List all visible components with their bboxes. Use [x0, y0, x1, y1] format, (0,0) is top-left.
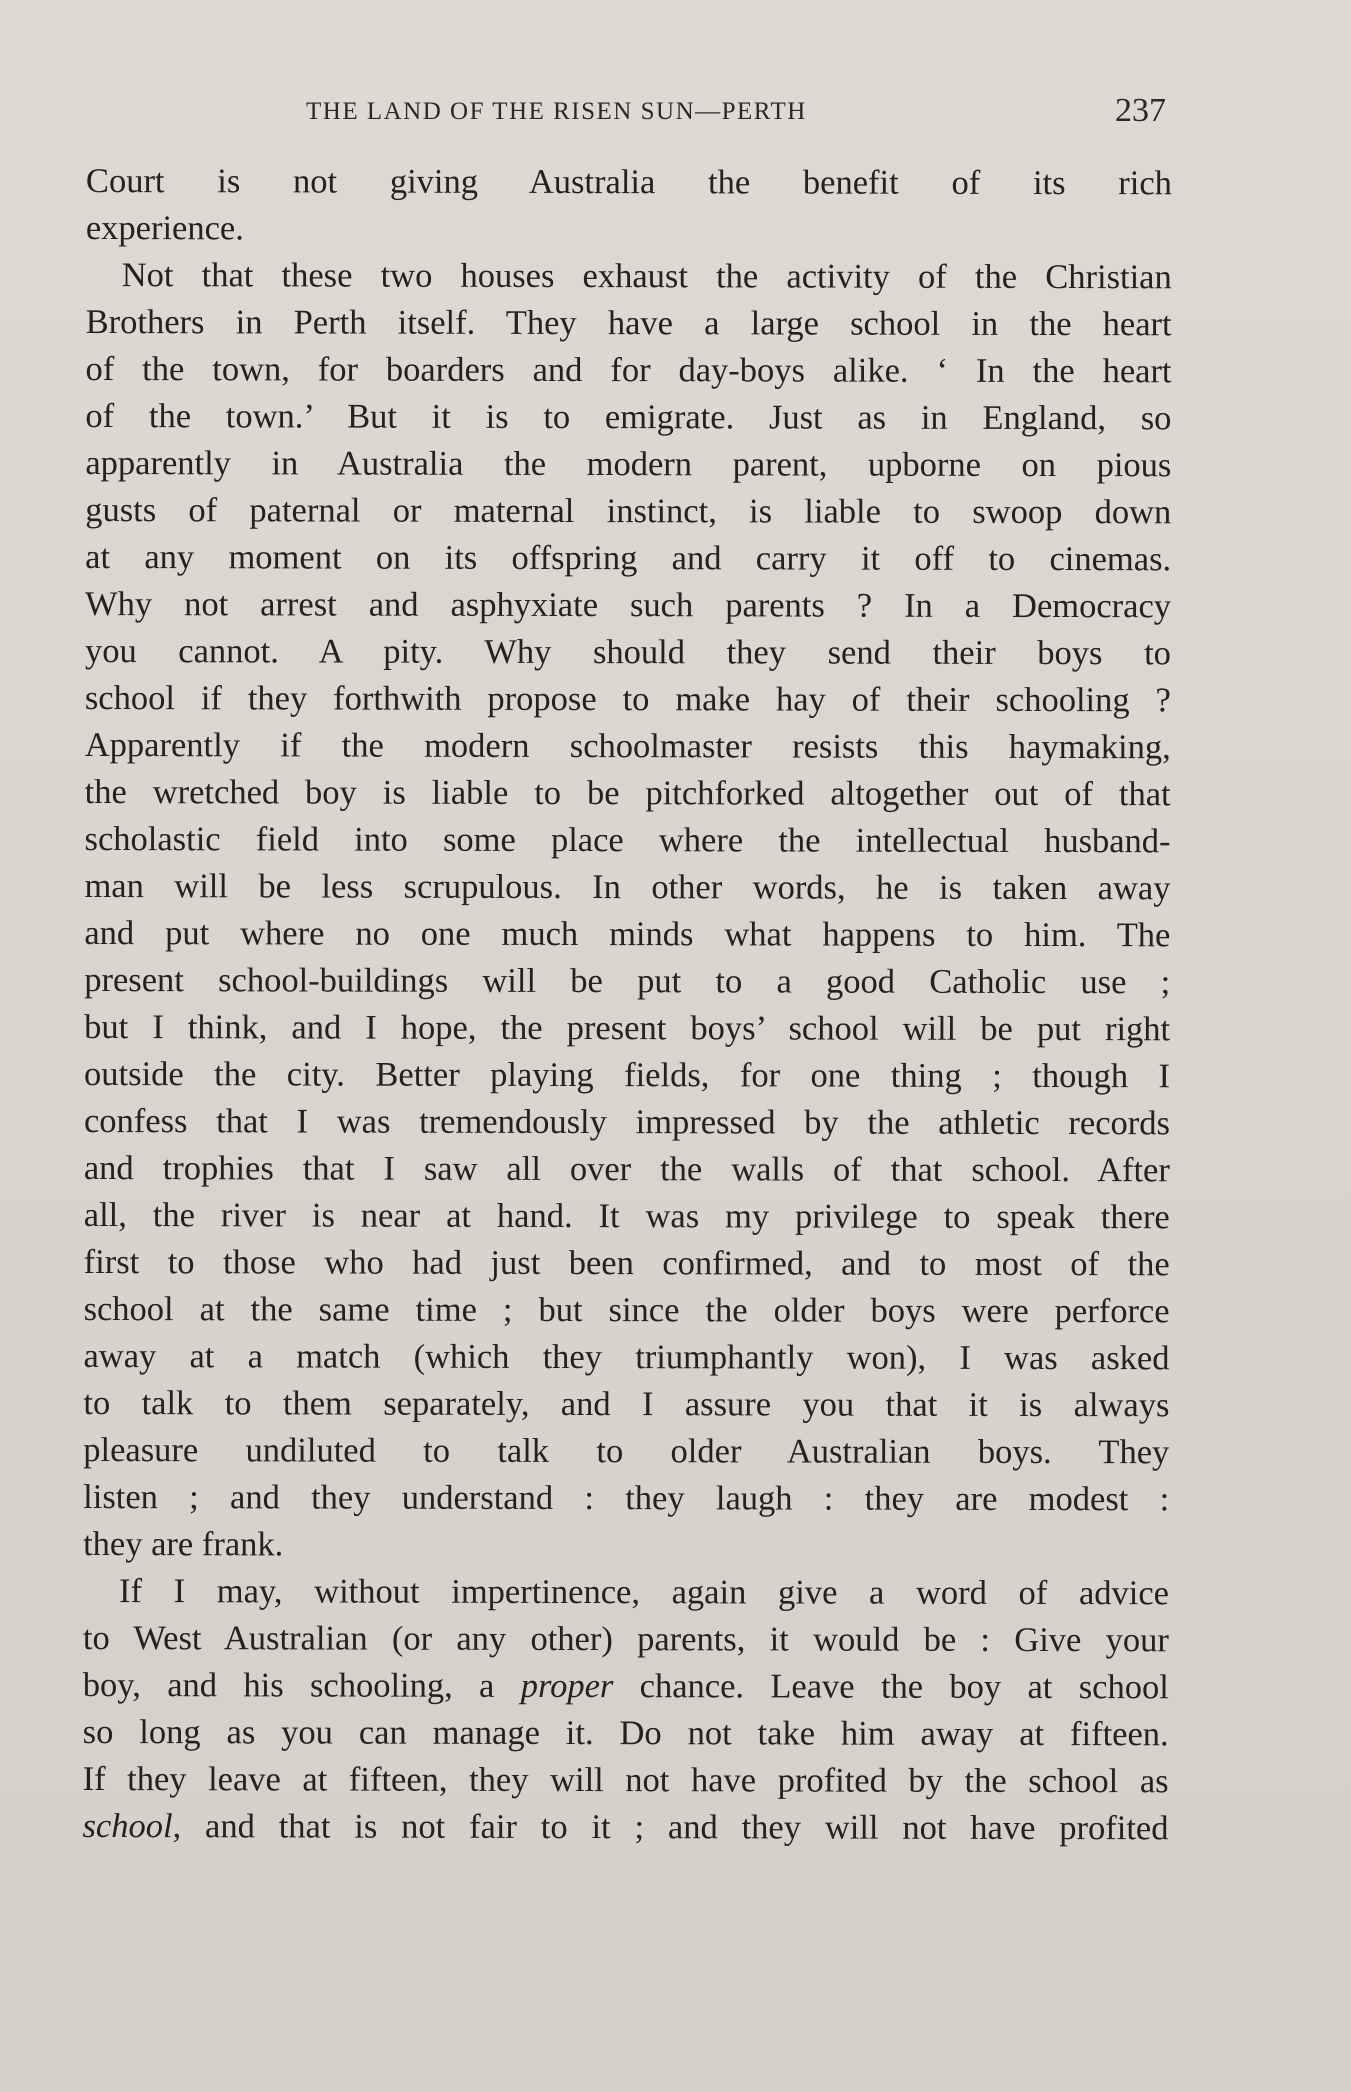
- paragraph-1: [86, 158, 1172, 254]
- text-line: experience.: [85, 208, 244, 248]
- text-run: so long as you can manage it. Do not take him away at fifteen.: [82, 1712, 1169, 1754]
- text-line: away at a match (which they triumphantly won), I was asked: [83, 1336, 1170, 1378]
- text-line: apparently in Australia the modern parent, upborne on pious: [85, 443, 1172, 485]
- text-run: If I may, without impertinence, again give a word of advice: [118, 1572, 1170, 1613]
- italic-run: proper: [520, 1666, 614, 1706]
- text-line: [83, 1756, 1169, 1805]
- text-line: to talk to them separately, and I assure you that it is always: [83, 1383, 1170, 1425]
- text-line: gusts of paternal or maternal instinct, is liable to swoop down: [85, 490, 1172, 532]
- text-line: and trophies that I saw all over the walls of that school. After: [83, 1148, 1170, 1190]
- running-head: THE LAND OF THE RISEN SUN—PERTH: [306, 98, 807, 125]
- text-line: pleasure undiluted to talk to older Australian boys. They: [83, 1430, 1170, 1472]
- paragraph-3: [82, 1568, 1169, 1852]
- text-line: Court is not giving Australia the benefit of its rich: [85, 161, 1172, 203]
- text-line: first to those who had just been confirmed, and to most of the: [83, 1242, 1170, 1284]
- text-line: you cannot. A pity. Why should they send their boys to: [84, 631, 1172, 673]
- text-line: they are frank.: [83, 1524, 284, 1564]
- text-line: [83, 1662, 1169, 1711]
- text-line: school if they forthwith propose to make hay of their schooling ?: [84, 678, 1171, 720]
- text-line: Apparently if the modern schoolmaster resists this haymaking,: [84, 725, 1171, 767]
- text-line: [83, 1568, 1169, 1617]
- text-line: [83, 1709, 1169, 1758]
- paragraph-2: [83, 252, 1172, 1570]
- text-line: Why not arrest and asphyxiate such parents ? In a Democracy: [85, 584, 1172, 626]
- text-run: If they leave at fifteen, they will not have profited by the school as: [82, 1759, 1169, 1801]
- text-line: [83, 1615, 1169, 1664]
- text-line: all, the river is near at hand. It was my privilege to speak there: [83, 1195, 1170, 1237]
- italic-run: school,: [82, 1806, 182, 1846]
- text-line: outside the city. Better playing fields, for one thing ; though I: [84, 1054, 1171, 1096]
- text-line: listen ; and they understand : they laugh : they are modest :: [83, 1477, 1170, 1519]
- page-header: [86, 92, 1166, 138]
- text-line: of the town.’ But it is to emigrate. Just as in England, so: [85, 396, 1172, 438]
- text-line: [82, 1803, 1168, 1852]
- text-line: scholastic field into some place where the intellectual husband-: [84, 819, 1171, 861]
- text-line: present school-buildings will be put to a good Catholic use ;: [84, 960, 1171, 1002]
- text-line: at any moment on its offspring and carry it off to cinemas.: [85, 537, 1172, 579]
- page-number: 237: [1115, 92, 1166, 129]
- text-run: to West Australian (or any other) parents, it would be : Give your: [82, 1618, 1169, 1660]
- text-line: Brothers in Perth itself. They have a large school in the heart: [85, 302, 1172, 344]
- text-line: the wretched boy is liable to be pitchforked altogether out of that: [84, 772, 1171, 814]
- text-run: boy, and his schooling, a: [82, 1665, 521, 1705]
- text-line: school at the same time ; but since the older boys were perforce: [83, 1289, 1170, 1331]
- text-run: chance. Leave the boy at school: [613, 1667, 1169, 1707]
- text-line: of the town, for boarders and for day-boys alike. ‘ In the heart: [85, 349, 1172, 391]
- body-text: [82, 158, 1172, 1852]
- text-line: Not that these two houses exhaust the activity of the Christian: [121, 256, 1172, 297]
- text-line: confess that I was tremendously impressed by the athletic records: [83, 1101, 1171, 1143]
- text-line: man will be less scrupulous. In other words, he is taken away: [84, 866, 1171, 908]
- text-run: and that is not fair to it ; and they will not have profited: [181, 1807, 1169, 1848]
- text-line: and put where no one much minds what happens to him. The: [84, 913, 1171, 955]
- text-line: but I think, and I hope, the present boys’ school will be put right: [84, 1007, 1171, 1049]
